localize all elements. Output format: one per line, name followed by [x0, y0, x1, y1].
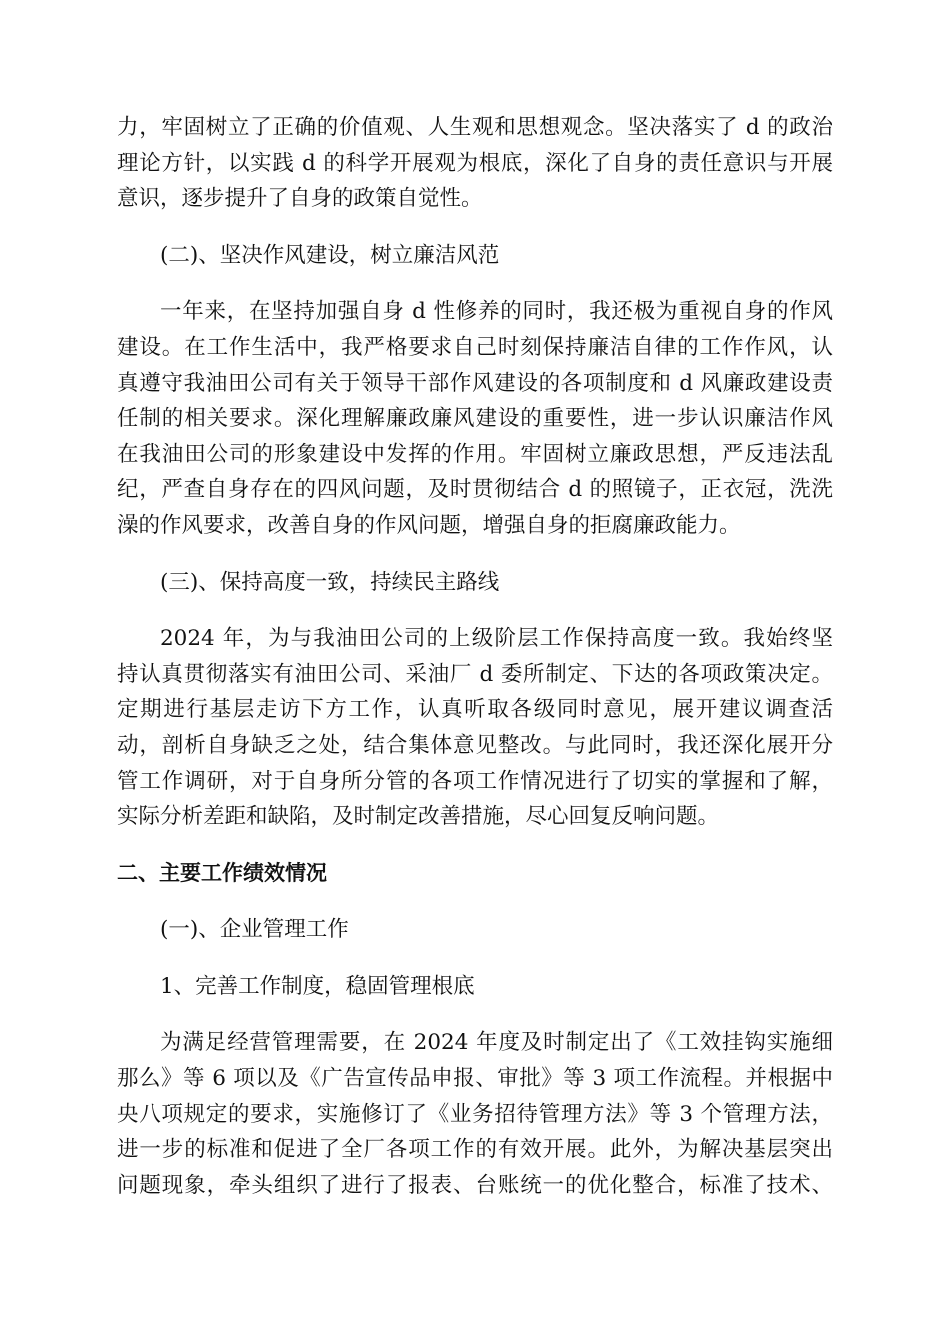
text-line: 那么》等 6 项以及《广告宣传品申报、审批》等 3 项工作流程。并根据中 [117, 1066, 833, 1092]
text-line: 定期进行基层走访下方工作，认真听取各级同时意见，展开建议调查活 [117, 697, 833, 723]
text-line: 真遵守我油田公司有关于领导干部作风建设的各项制度和 d 风廉政建设责 [117, 370, 833, 396]
text-line: 实际分析差距和缺陷，及时制定改善措施，尽心回复反响问题。 [117, 804, 720, 830]
paragraph-work-style [117, 294, 833, 543]
text-line: 建设。在工作生活中，我严格要求自己时刻保持廉洁自律的工作作风，认 [117, 334, 833, 360]
text-line: 在我油田公司的形象建设中发挥的作用。牢固树立廉政思想，严反违法乱 [117, 441, 833, 467]
section-heading-performance: 二、主要工作绩效情况 [117, 860, 327, 885]
text-line: 为满足经营管理需要，在 2024 年度及时制定出了《工效挂钩实施细 [160, 1030, 833, 1056]
text-line: 动，剖析自身缺乏之处，结合集体意见整改。与此同时，我还深化展开分 [117, 732, 833, 758]
text-line: 力，牢固树立了正确的价值观、人生观和思想观念。坚决落实了 d 的政治 [117, 115, 833, 140]
text-line: 持认真贯彻落实有油田公司、采油厂 d 委所制定、下达的各项政策决定。 [117, 661, 833, 687]
text-line: 任制的相关要求。深化理解廉政廉风建设的重要性，进一步认识廉洁作风 [117, 406, 833, 432]
subheading-work-style: (二)、坚决作风建设，树立廉洁风范 [160, 242, 500, 268]
item-heading-work-system: 1、完善工作制度，稳固管理根底 [160, 973, 475, 999]
subheading-consistency: (三)、保持高度一致，持续民主路线 [160, 569, 500, 595]
subheading-enterprise-management: (一)、企业管理工作 [160, 917, 349, 943]
text-line: 进一步的标准和促进了全厂各项工作的有效开展。此外，为解决基层突出 [117, 1137, 833, 1163]
text-line: 管工作调研，对于自身所分管的各项工作情况进行了切实的掌握和了解， [117, 768, 833, 794]
text-line: 央八项规定的要求，实施修订了《业务招待管理方法》等 3 个管理方法， [117, 1101, 833, 1127]
paragraph-consistency [117, 621, 833, 835]
text-line: 澡的作风要求，改善自身的作风问题，增强自身的拒腐廉政能力。 [117, 512, 741, 538]
paragraph-work-system [117, 1025, 833, 1203]
text-line: 2024 年，为与我油田公司的上级阶层工作保持高度一致。我始终坚 [160, 626, 833, 652]
text-line: 理论方针，以实践 d 的科学开展观为根底，深化了自身的责任意识与开展 [117, 150, 833, 176]
document-page [117, 110, 833, 1203]
text-line: 问题现象，牵头组织了进行了报表、台账统一的优化整合，标准了技术、 [117, 1172, 833, 1198]
text-line: 纪，严查自身存在的四风问题，及时贯彻结合 d 的照镜子，正衣冠，洗洗 [117, 477, 833, 503]
paragraph-political-awareness [117, 110, 833, 217]
text-line: 意识，逐步提升了自身的政策自觉性。 [117, 186, 483, 212]
text-line: 一年来，在坚持加强自身 d 性修养的同时，我还极为重视自身的作风 [160, 299, 833, 325]
